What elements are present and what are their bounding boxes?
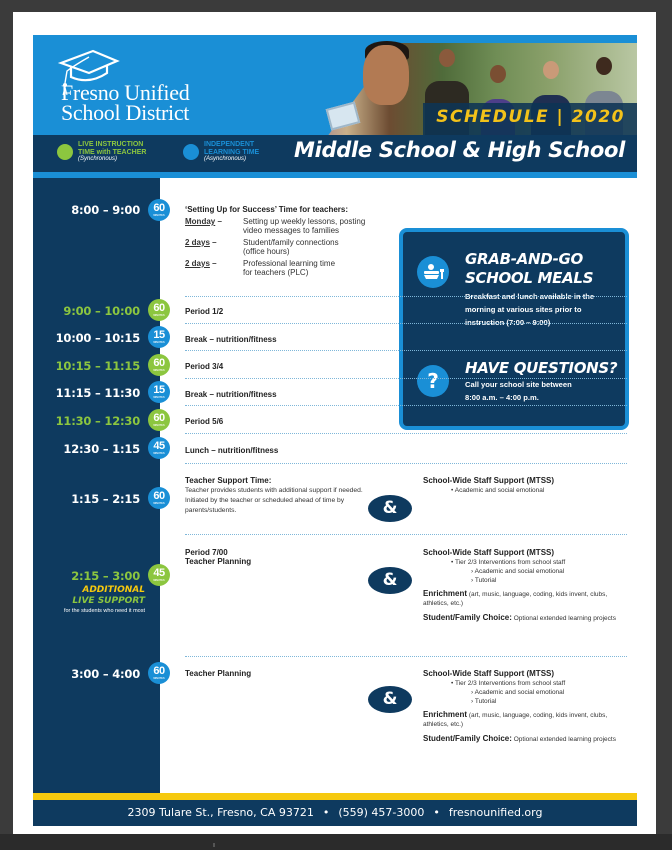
activity-label bbox=[185, 548, 251, 566]
activity-label: Teacher Planning bbox=[185, 669, 252, 678]
badge-minutes: 60 bbox=[153, 357, 165, 369]
question-icon: ? bbox=[417, 365, 449, 397]
mtss-bullet-text: Academic and social emotional bbox=[454, 487, 545, 494]
meals-title-line: GRAB-AND-GO bbox=[465, 250, 584, 268]
legend-line: TIME with TEACHER bbox=[78, 148, 147, 156]
additional-support-line-2: LIVE SUPPORT bbox=[72, 596, 145, 606]
time-slot: 12:30 – 1:15 bbox=[63, 442, 140, 456]
time-slot: 9:00 – 10:00 bbox=[63, 304, 140, 318]
green-dot-icon bbox=[57, 144, 73, 160]
photo-student-face bbox=[363, 45, 409, 105]
additional-support-line-1: ADDITIONAL bbox=[82, 585, 145, 595]
setup-dash: – bbox=[209, 259, 217, 268]
setup-value bbox=[243, 238, 339, 256]
activity-label: Break – nutrition/fitness bbox=[185, 335, 277, 344]
logo-line-2: School District bbox=[61, 100, 190, 125]
legend-line: INDEPENDENT bbox=[204, 141, 255, 148]
mtss-sub-bullet: › Academic and social emotional bbox=[471, 568, 565, 575]
legend-label bbox=[204, 141, 259, 164]
badge-unit: MINUTES bbox=[153, 341, 165, 344]
activity-label: Period 5/6 bbox=[185, 417, 224, 426]
mtss-sub-bullet-text: Tutorial bbox=[474, 577, 497, 584]
duration-badge bbox=[148, 326, 170, 348]
legend-independent-learning bbox=[183, 141, 259, 164]
questions-text bbox=[465, 378, 572, 404]
setup-value-line: Professional learning time bbox=[243, 259, 336, 268]
badge-unit: MINUTES bbox=[153, 369, 165, 372]
page-title: Middle School & High School bbox=[294, 138, 625, 162]
enrichment-text bbox=[423, 710, 633, 729]
footer-address: 2309 Tulare St., Fresno, CA 93721 bbox=[127, 806, 314, 819]
setup-dash: – bbox=[215, 217, 222, 226]
setup-key bbox=[185, 238, 243, 256]
setup-value-line: (office hours) bbox=[243, 247, 290, 256]
footer-accent-bar bbox=[33, 793, 637, 800]
activity-line: Teacher Planning bbox=[185, 557, 252, 566]
badge-unit: MINUTES bbox=[153, 396, 165, 399]
setup-dash: – bbox=[209, 238, 217, 247]
meals-text-line: morning at various sites prior to bbox=[465, 305, 582, 314]
badge-unit: MINUTES bbox=[153, 424, 165, 427]
footer-separator: • bbox=[322, 806, 330, 819]
mtss-title: School-Wide Staff Support (MTSS) bbox=[423, 548, 555, 557]
choice-detail: Optional extended learning projects bbox=[511, 615, 616, 622]
badge-minutes: 60 bbox=[153, 412, 165, 424]
teacher-support-title: Teacher Support Time: bbox=[185, 476, 272, 485]
badge-minutes: 60 bbox=[153, 202, 165, 214]
schedule-band bbox=[423, 103, 637, 135]
badge-unit: MINUTES bbox=[153, 314, 165, 317]
photo-person-head bbox=[543, 61, 559, 79]
duration-badge bbox=[148, 437, 170, 459]
blue-dot-icon bbox=[183, 144, 199, 160]
badge-minutes: 15 bbox=[153, 329, 165, 341]
setup-key bbox=[185, 259, 243, 277]
enrichment-text bbox=[423, 589, 633, 608]
ampersand-badge: & bbox=[368, 567, 412, 594]
time-slot: 11:15 – 11:30 bbox=[55, 386, 140, 400]
meal-tray-icon bbox=[417, 256, 449, 288]
time-slot: 10:15 – 11:15 bbox=[55, 359, 140, 373]
meals-title-line: SCHOOL MEALS bbox=[465, 269, 594, 287]
duration-badge bbox=[148, 487, 170, 509]
district-logo-text bbox=[61, 80, 190, 125]
duration-badge bbox=[148, 381, 170, 403]
row-divider bbox=[185, 350, 627, 351]
badge-minutes: 45 bbox=[153, 567, 165, 579]
activity-label: Period 3/4 bbox=[185, 362, 224, 371]
mtss-sub-bullet: › Tutorial bbox=[471, 577, 497, 584]
footer-separator: • bbox=[433, 806, 440, 819]
ampersand-badge: & bbox=[368, 495, 412, 522]
legend-sub: (Asynchronous) bbox=[204, 156, 247, 162]
badge-minutes: 60 bbox=[153, 665, 165, 677]
teacher-support-block bbox=[185, 476, 375, 516]
badge-unit: MINUTES bbox=[153, 677, 165, 680]
activity-label: Lunch – nutrition/fitness bbox=[185, 446, 279, 455]
setup-value-line: Setting up weekly lessons, posting bbox=[243, 217, 366, 226]
photo-person-head bbox=[439, 49, 455, 67]
setup-key-text: 2 days bbox=[185, 259, 210, 268]
footer-phone: (559) 457-3000 bbox=[338, 806, 425, 819]
setup-value-line: for teachers (PLC) bbox=[243, 268, 309, 277]
questions-title: HAVE QUESTIONS? bbox=[465, 359, 618, 377]
enrichment-detail: (art, music, language, coding, kids invent, clubs, athletics, etc.) bbox=[423, 712, 608, 728]
choice-text bbox=[423, 613, 633, 623]
setup-key bbox=[185, 217, 243, 235]
badge-minutes: 60 bbox=[153, 302, 165, 314]
enrichment-label: Enrichment bbox=[423, 710, 468, 719]
mtss-bullet-text: Tier 2/3 Interventions from school staff bbox=[454, 680, 566, 687]
setup-value bbox=[243, 217, 365, 235]
legend-line: LIVE INSTRUCTION bbox=[78, 141, 144, 148]
legend-line: LEARNING TIME bbox=[204, 148, 260, 156]
legend-sub: (Synchronous) bbox=[78, 156, 118, 162]
meals-title bbox=[465, 250, 593, 288]
setup-title: ‘Setting Up for Success’ Time for teachers: bbox=[185, 205, 349, 214]
questions-text-line: Call your school site between bbox=[465, 380, 572, 389]
activity-label: Period 1/2 bbox=[185, 307, 224, 316]
duration-badge bbox=[148, 354, 170, 376]
setup-item bbox=[185, 217, 385, 235]
row-divider bbox=[185, 534, 627, 535]
time-slot: 1:15 – 2:15 bbox=[71, 492, 140, 506]
enrichment-label: Enrichment bbox=[423, 589, 468, 598]
footer bbox=[33, 800, 637, 826]
time-slot: 2:15 – 3:00 bbox=[71, 569, 140, 583]
setup-value bbox=[243, 259, 335, 277]
mtss-sub-bullet: › Tutorial bbox=[471, 698, 497, 705]
setup-value-line: Student/family connections bbox=[243, 238, 339, 247]
setup-item bbox=[185, 238, 385, 256]
duration-badge bbox=[148, 199, 170, 221]
mtss-title: School-Wide Staff Support (MTSS) bbox=[423, 476, 555, 485]
mtss-bullet: • Tier 2/3 Interventions from school staff bbox=[451, 680, 566, 687]
ampersand-badge: & bbox=[368, 686, 412, 713]
meals-text-line: Breakfast and lunch available in the bbox=[465, 292, 595, 301]
mtss-sub-bullet-text: Tutorial bbox=[474, 698, 497, 705]
row-divider bbox=[185, 405, 627, 406]
activity-label: Break – nutrition/fitness bbox=[185, 390, 277, 399]
choice-label: Student/Family Choice: bbox=[423, 734, 512, 743]
header bbox=[33, 35, 637, 178]
badge-minutes: 45 bbox=[153, 440, 165, 452]
time-sidebar bbox=[33, 178, 160, 796]
enrichment-detail: (art, music, language, coding, kids invent, clubs, athletics, etc.) bbox=[423, 591, 608, 607]
mtss-title: School-Wide Staff Support (MTSS) bbox=[423, 669, 555, 678]
row-divider bbox=[185, 378, 627, 379]
setup-block bbox=[185, 205, 385, 277]
mtss-block bbox=[423, 548, 633, 623]
photo-person-head bbox=[596, 57, 612, 75]
setup-key-text: Monday bbox=[185, 217, 216, 226]
duration-badge bbox=[148, 662, 170, 684]
mtss-bullet: • Tier 2/3 Interventions from school staff bbox=[451, 559, 566, 566]
logo-line-1: Fresno Unified bbox=[61, 80, 190, 105]
footer-website: fresnounified.org bbox=[448, 806, 543, 819]
choice-detail: Optional extended learning projects bbox=[511, 736, 616, 743]
badge-minutes: 60 bbox=[153, 490, 165, 502]
duration-badge bbox=[148, 409, 170, 431]
viewer-marker bbox=[213, 843, 215, 847]
badge-unit: MINUTES bbox=[153, 579, 165, 582]
additional-support-sub: for the students who need it most bbox=[63, 608, 145, 614]
time-slot: 10:00 – 10:15 bbox=[55, 331, 140, 345]
activity-line: Period 7/00 bbox=[185, 548, 228, 557]
duration-badge bbox=[148, 299, 170, 321]
mtss-block bbox=[423, 669, 633, 744]
badge-unit: MINUTES bbox=[153, 502, 165, 505]
setup-item bbox=[185, 259, 385, 277]
mtss-sub-bullet: › Academic and social emotional bbox=[471, 689, 565, 696]
row-divider bbox=[185, 433, 627, 434]
row-divider bbox=[185, 656, 627, 657]
choice-text bbox=[423, 734, 633, 744]
setup-key-text: 2 days bbox=[185, 238, 210, 247]
questions-text-line: 8:00 a.m. – 4:00 p.m. bbox=[465, 393, 539, 402]
row-divider bbox=[185, 296, 627, 297]
choice-label: Student/Family Choice: bbox=[423, 613, 512, 622]
teacher-support-description: Teacher provides students with additional support if needed. Initiated by the teacher or scheduled ahead of time by parents/students. bbox=[185, 487, 363, 514]
mtss-sub-bullet-text: Academic and social emotional bbox=[474, 689, 565, 696]
viewer-bottom-bar bbox=[0, 834, 672, 850]
legend-label bbox=[78, 141, 146, 164]
mtss-bullet-text: Tier 2/3 Interventions from school staff bbox=[454, 559, 566, 566]
badge-minutes: 15 bbox=[153, 384, 165, 396]
schedule-flyer bbox=[33, 35, 637, 826]
time-slot: 11:30 – 12:30 bbox=[55, 414, 140, 428]
legend-live-instruction bbox=[57, 141, 146, 164]
info-box bbox=[399, 228, 629, 430]
setup-value-line: video messages to families bbox=[243, 226, 340, 235]
duration-badge bbox=[148, 564, 170, 586]
mtss-block bbox=[423, 476, 633, 494]
mtss-sub-bullet-text: Academic and social emotional bbox=[474, 568, 565, 575]
photo-person-head bbox=[490, 65, 506, 83]
row-divider bbox=[185, 463, 627, 464]
badge-unit: MINUTES bbox=[153, 452, 165, 455]
time-slot: 8:00 – 9:00 bbox=[71, 203, 140, 217]
badge-unit: MINUTES bbox=[153, 214, 165, 217]
meals-text-line: instruction (7:00 – 9:00) bbox=[465, 318, 551, 327]
time-slot: 3:00 – 4:00 bbox=[71, 667, 140, 681]
row-divider bbox=[185, 323, 627, 324]
mtss-bullet: • Academic and social emotional bbox=[451, 487, 545, 494]
schedule-label: SCHEDULE | 2020 bbox=[436, 107, 625, 127]
